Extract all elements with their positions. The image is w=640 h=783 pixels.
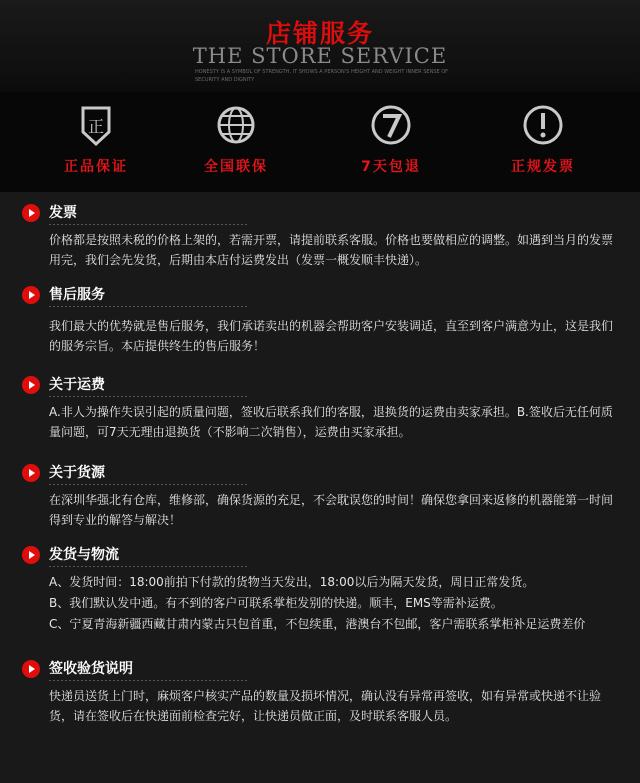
- body-text: B、我们默认发中通。有不到的客户可联系掌柜发别的快递。顺丰，EMS等需补运费。: [49, 596, 503, 610]
- page-title: 店铺服务: [265, 19, 374, 48]
- service-invoice: [483, 102, 603, 176]
- body-text: 价格都是按照未税的价格上架的，若需开票，请提前联系客服。价格也要做相应的调整。如遇到当月的发票用完，我们会先发货，后期由本店付运费发出（发票一概发顺丰快递）。: [49, 233, 614, 267]
- divider: [49, 680, 249, 681]
- divider: [49, 484, 249, 485]
- section-body: [22, 686, 620, 726]
- section-title: 售后服务: [49, 287, 105, 303]
- section-header: [22, 658, 620, 682]
- tagline: HONESTY IS A SYMBOL OF STRENGTH, IT SHOWS A PERSON'S HEIGHT AND WEIGHT INNER SENSE OF SECURITY AND DIGNITY: [195, 69, 449, 83]
- page-subtitle: THE STORE SERVICE: [192, 44, 448, 68]
- section-after-sales: [22, 284, 620, 356]
- shield-icon: [73, 102, 119, 148]
- section-supply: [22, 462, 620, 530]
- body-text: 我们最大的优势就是售后服务，我们承诺卖出的机器会帮助客户安装调适，直至到客户满意为止，这是我们的服务宗旨。本店提供终生的售后服务！: [49, 319, 614, 353]
- section-title: 签收验货说明: [49, 661, 133, 677]
- play-bullet-icon: [22, 660, 40, 678]
- section-title: 发票: [49, 205, 77, 221]
- service-label: 正规发票: [511, 159, 575, 175]
- service-label: 全国联保: [204, 159, 268, 175]
- section-invoice: [22, 202, 620, 270]
- service-return: [331, 102, 451, 176]
- section-title: 关于运费: [49, 377, 105, 393]
- section-title: 关于货源: [49, 465, 105, 481]
- section-delivery: [22, 544, 620, 635]
- body-text: C、宁夏青海新疆西藏甘肃内蒙古只包首重，不包续重，港澳台不包邮，客户需联系掌柜补足运费差价: [49, 617, 586, 631]
- service-authentic: [36, 102, 156, 176]
- play-bullet-icon: [22, 546, 40, 564]
- service-warranty: [176, 102, 296, 176]
- play-bullet-icon: [22, 376, 40, 394]
- play-bullet-icon: [22, 464, 40, 482]
- divider: [49, 566, 249, 567]
- service-label: 正品保证: [64, 159, 128, 175]
- play-bullet-icon: [22, 204, 40, 222]
- seven-icon: [368, 102, 414, 148]
- store-service-header: [0, 0, 640, 92]
- service-details: [0, 192, 640, 783]
- section-header: [22, 284, 620, 308]
- divider: [49, 306, 249, 307]
- section-body: [22, 490, 620, 530]
- section-header: [22, 462, 620, 486]
- divider: [49, 224, 249, 225]
- section-body: [22, 316, 620, 356]
- play-bullet-icon: [22, 286, 40, 304]
- section-inspection: [22, 658, 620, 726]
- section-title: 发货与物流: [49, 547, 119, 563]
- section-header: [22, 544, 620, 568]
- divider: [49, 396, 249, 397]
- body-text: 在深圳华强北有仓库，维修部，确保货源的充足，不会耽误您的时间！确保您拿回来返修的机器能第一时间得到专业的解答与解决！: [49, 493, 614, 527]
- body-text: A.非人为操作失误引起的质量问题，签收后联系我们的客服，退换货的运费由卖家承担。B.签收后无任何质量问题，可7天无理由退换货（不影响二次销售），运费由买家承担。: [49, 405, 613, 439]
- body-text: A、发货时间：18:00前拍下付款的货物当天发出，18:00以后为隔天发货，周日正常发货。: [49, 575, 535, 589]
- section-body: [22, 572, 620, 635]
- svg-text:正: 正: [87, 117, 105, 136]
- body-text: 快递员送货上门时，麻烦客户核实产品的数量及损坏情况，确认没有异常再签收，如有异常或快递不让验货，请在签收后在快递面前检查完好，让快递员做正面，及时联系客服人员。: [49, 689, 602, 723]
- section-body: [22, 402, 620, 442]
- section-body: [22, 230, 620, 270]
- service-guarantees: [0, 92, 640, 192]
- exclamation-icon: [520, 102, 566, 148]
- section-shipping-fee: [22, 374, 620, 442]
- section-header: [22, 202, 620, 226]
- service-label: 7天包退: [361, 159, 421, 175]
- section-header: [22, 374, 620, 398]
- globe-icon: [213, 102, 259, 148]
